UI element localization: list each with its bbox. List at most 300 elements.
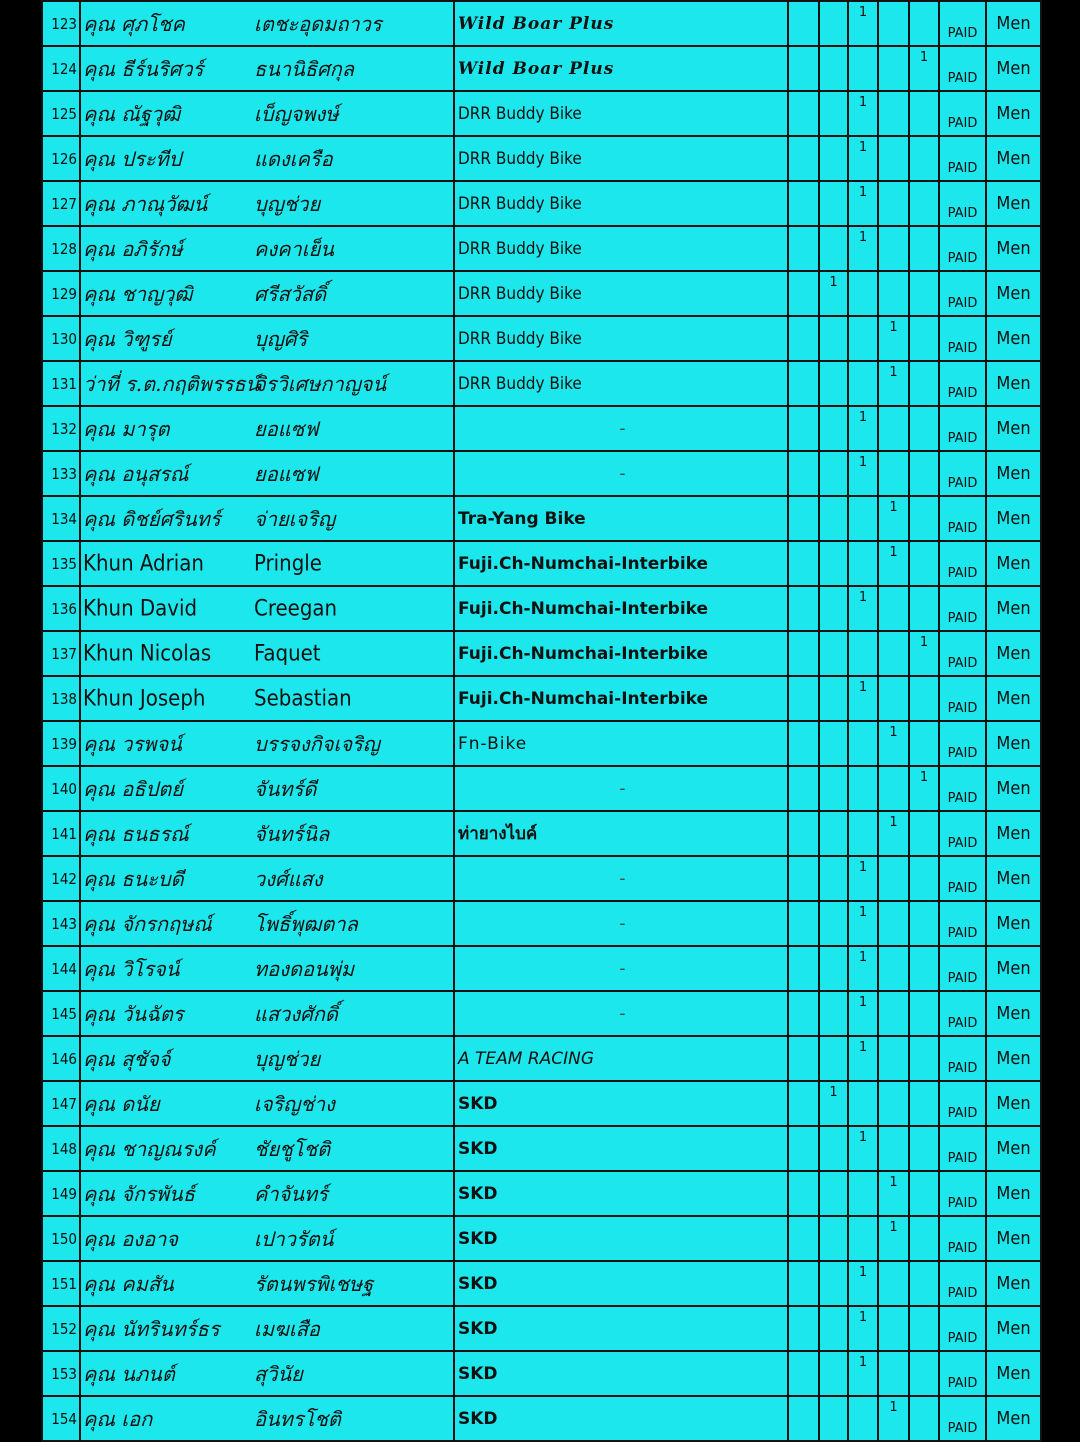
name-cell bbox=[80, 226, 454, 271]
row-number: 150 bbox=[42, 1216, 80, 1261]
category-cell-3: 1 bbox=[848, 1, 878, 46]
category-cell-2 bbox=[819, 181, 848, 226]
category-cell-5 bbox=[909, 361, 939, 406]
category-cell-1 bbox=[788, 91, 819, 136]
category-cell-3 bbox=[848, 1216, 878, 1261]
category-cell-2 bbox=[819, 541, 848, 586]
category-cell-1 bbox=[788, 1261, 819, 1306]
team-name: - bbox=[454, 991, 788, 1036]
category-cell-4 bbox=[878, 991, 909, 1036]
category-cell-5: 1 bbox=[909, 631, 939, 676]
payment-status: PAID bbox=[939, 1216, 986, 1261]
payment-status: PAID bbox=[939, 991, 986, 1036]
name-cell bbox=[80, 721, 454, 766]
last-name: ยอแซฟ bbox=[254, 461, 319, 486]
row-number: 152 bbox=[42, 1306, 80, 1351]
category-cell-4 bbox=[878, 1306, 909, 1351]
category-cell-3: 1 bbox=[848, 1126, 878, 1171]
team-name: DRR Buddy Bike bbox=[454, 136, 788, 181]
category-cell-5 bbox=[909, 271, 939, 316]
first-name: คุณ วรพจน์ bbox=[83, 731, 182, 756]
category-cell-3 bbox=[848, 541, 878, 586]
category-cell-4 bbox=[878, 901, 909, 946]
category-cell-1 bbox=[788, 271, 819, 316]
category-cell-2 bbox=[819, 1351, 848, 1396]
row-number: 146 bbox=[42, 1036, 80, 1081]
category-cell-5 bbox=[909, 991, 939, 1036]
category-cell-1 bbox=[788, 946, 819, 991]
payment-status: PAID bbox=[939, 1171, 986, 1216]
first-name: คุณ อภิรักษ์ bbox=[83, 236, 183, 261]
team-name: Fn-Bike bbox=[454, 721, 788, 766]
category-cell-5 bbox=[909, 316, 939, 361]
category-cell-5 bbox=[909, 856, 939, 901]
category-cell-5 bbox=[909, 91, 939, 136]
category-cell-5 bbox=[909, 541, 939, 586]
team-name: SKD bbox=[454, 1306, 788, 1351]
category-cell-2 bbox=[819, 991, 848, 1036]
gender-cell: Men bbox=[986, 991, 1041, 1036]
category-cell-3: 1 bbox=[848, 856, 878, 901]
table-row bbox=[42, 181, 1041, 226]
payment-status: PAID bbox=[939, 811, 986, 856]
team-name: Fuji.Ch-Numchai-Interbike bbox=[454, 631, 788, 676]
last-name: ธนานิธิศกุล bbox=[254, 56, 355, 81]
team-name: Fuji.Ch-Numchai-Interbike bbox=[454, 586, 788, 631]
first-name: คุณ สุชัจจ์ bbox=[83, 1046, 171, 1071]
table-row bbox=[42, 946, 1041, 991]
category-cell-3: 1 bbox=[848, 1036, 878, 1081]
gender-cell: Men bbox=[986, 766, 1041, 811]
last-name: จ่ายเจริญ bbox=[254, 506, 336, 531]
table-row bbox=[42, 1396, 1041, 1441]
category-cell-4 bbox=[878, 1036, 909, 1081]
table-row bbox=[42, 1306, 1041, 1351]
category-cell-1 bbox=[788, 811, 819, 856]
category-cell-2 bbox=[819, 46, 848, 91]
team-name: SKD bbox=[454, 1351, 788, 1396]
category-cell-4 bbox=[878, 451, 909, 496]
payment-status: PAID bbox=[939, 901, 986, 946]
team-name: SKD bbox=[454, 1081, 788, 1126]
category-cell-1 bbox=[788, 1306, 819, 1351]
last-name: ศรีสวัสดิ์ bbox=[254, 281, 327, 306]
name-cell bbox=[80, 1261, 454, 1306]
name-cell bbox=[80, 181, 454, 226]
table-row bbox=[42, 271, 1041, 316]
category-cell-2 bbox=[819, 226, 848, 271]
payment-status: PAID bbox=[939, 1396, 986, 1441]
table-row bbox=[42, 496, 1041, 541]
row-number: 144 bbox=[42, 946, 80, 991]
team-name: Wild Boar Plus bbox=[454, 46, 788, 91]
category-cell-1 bbox=[788, 856, 819, 901]
category-cell-1 bbox=[788, 1036, 819, 1081]
category-cell-2 bbox=[819, 451, 848, 496]
category-cell-4 bbox=[878, 91, 909, 136]
payment-status: PAID bbox=[939, 316, 986, 361]
category-cell-5 bbox=[909, 1171, 939, 1216]
team-name: DRR Buddy Bike bbox=[454, 91, 788, 136]
row-number: 128 bbox=[42, 226, 80, 271]
last-name: บุญศิริ bbox=[254, 326, 308, 351]
category-cell-4 bbox=[878, 1081, 909, 1126]
row-number: 147 bbox=[42, 1081, 80, 1126]
category-cell-4 bbox=[878, 136, 909, 181]
last-name: จันทร์ดี bbox=[254, 776, 317, 801]
category-cell-3 bbox=[848, 1396, 878, 1441]
first-name: คุณ วันฉัตร bbox=[83, 1001, 184, 1026]
name-cell bbox=[80, 1351, 454, 1396]
table-row bbox=[42, 316, 1041, 361]
category-cell-2 bbox=[819, 676, 848, 721]
gender-cell: Men bbox=[986, 316, 1041, 361]
first-name: คุณ จักรพันธ์ bbox=[83, 1181, 195, 1206]
name-cell bbox=[80, 1171, 454, 1216]
gender-cell: Men bbox=[986, 946, 1041, 991]
team-name: SKD bbox=[454, 1171, 788, 1216]
category-cell-2 bbox=[819, 1306, 848, 1351]
gender-cell: Men bbox=[986, 1, 1041, 46]
category-cell-4 bbox=[878, 631, 909, 676]
category-cell-2 bbox=[819, 1261, 848, 1306]
last-name: ชัยชูโชติ bbox=[254, 1136, 331, 1161]
table-row bbox=[42, 586, 1041, 631]
category-cell-1 bbox=[788, 496, 819, 541]
table-row bbox=[42, 451, 1041, 496]
gender-cell: Men bbox=[986, 46, 1041, 91]
first-name: คุณ วิฑูรย์ bbox=[83, 326, 172, 351]
category-cell-2 bbox=[819, 901, 848, 946]
team-name: Tra-Yang Bike bbox=[454, 496, 788, 541]
category-cell-3 bbox=[848, 721, 878, 766]
team-name: Fuji.Ch-Numchai-Interbike bbox=[454, 541, 788, 586]
category-cell-5 bbox=[909, 226, 939, 271]
last-name: ยอแซฟ bbox=[254, 416, 319, 441]
category-cell-5 bbox=[909, 1126, 939, 1171]
name-cell bbox=[80, 46, 454, 91]
category-cell-1 bbox=[788, 1396, 819, 1441]
gender-cell: Men bbox=[986, 631, 1041, 676]
gender-cell: Men bbox=[986, 901, 1041, 946]
last-name: เบ็ญจพงษ์ bbox=[254, 101, 339, 126]
category-cell-2 bbox=[819, 496, 848, 541]
table-row bbox=[42, 1126, 1041, 1171]
last-name: เจริญช่าง bbox=[254, 1091, 335, 1116]
name-cell bbox=[80, 316, 454, 361]
last-name: Pringle bbox=[254, 551, 322, 576]
category-cell-1 bbox=[788, 1351, 819, 1396]
category-cell-1 bbox=[788, 721, 819, 766]
name-cell bbox=[80, 1036, 454, 1081]
category-cell-3: 1 bbox=[848, 451, 878, 496]
gender-cell: Men bbox=[986, 226, 1041, 271]
name-cell bbox=[80, 946, 454, 991]
team-name: ท่ายางไบค์ bbox=[454, 811, 788, 856]
team-name: DRR Buddy Bike bbox=[454, 271, 788, 316]
first-name: Khun Nicolas bbox=[83, 641, 212, 666]
team-name: SKD bbox=[454, 1261, 788, 1306]
category-cell-4: 1 bbox=[878, 811, 909, 856]
category-cell-1 bbox=[788, 226, 819, 271]
first-name: Khun Adrian bbox=[83, 551, 204, 576]
table-row bbox=[42, 991, 1041, 1036]
category-cell-4: 1 bbox=[878, 361, 909, 406]
first-name: Khun David bbox=[83, 596, 198, 621]
category-cell-3: 1 bbox=[848, 136, 878, 181]
last-name: บรรจงกิจเจริญ bbox=[254, 731, 380, 756]
name-cell bbox=[80, 766, 454, 811]
category-cell-2 bbox=[819, 1126, 848, 1171]
category-cell-2 bbox=[819, 631, 848, 676]
payment-status: PAID bbox=[939, 46, 986, 91]
category-cell-3: 1 bbox=[848, 181, 878, 226]
category-cell-4 bbox=[878, 586, 909, 631]
team-name: DRR Buddy Bike bbox=[454, 361, 788, 406]
category-cell-1 bbox=[788, 406, 819, 451]
gender-cell: Men bbox=[986, 721, 1041, 766]
last-name: คงคาเย็น bbox=[254, 236, 334, 261]
payment-status: PAID bbox=[939, 406, 986, 451]
category-cell-5: 1 bbox=[909, 46, 939, 91]
gender-cell: Men bbox=[986, 1351, 1041, 1396]
category-cell-5 bbox=[909, 1261, 939, 1306]
payment-status: PAID bbox=[939, 451, 986, 496]
row-number: 134 bbox=[42, 496, 80, 541]
payment-status: PAID bbox=[939, 1306, 986, 1351]
table-row bbox=[42, 1081, 1041, 1126]
category-cell-5 bbox=[909, 1396, 939, 1441]
payment-status: PAID bbox=[939, 1, 986, 46]
category-cell-5 bbox=[909, 1216, 939, 1261]
category-cell-1 bbox=[788, 1171, 819, 1216]
category-cell-4: 1 bbox=[878, 1171, 909, 1216]
last-name: บุญช่วย bbox=[254, 191, 321, 216]
category-cell-2 bbox=[819, 1216, 848, 1261]
row-number: 140 bbox=[42, 766, 80, 811]
first-name: คุณ อธิปตย์ bbox=[83, 776, 183, 801]
team-name: Wild Boar Plus bbox=[454, 1, 788, 46]
name-cell bbox=[80, 901, 454, 946]
category-cell-3 bbox=[848, 766, 878, 811]
category-cell-5 bbox=[909, 406, 939, 451]
row-number: 142 bbox=[42, 856, 80, 901]
category-cell-2 bbox=[819, 1, 848, 46]
gender-cell: Men bbox=[986, 1126, 1041, 1171]
category-cell-1 bbox=[788, 451, 819, 496]
first-name: คุณ มารุต bbox=[83, 416, 170, 441]
category-cell-4 bbox=[878, 1126, 909, 1171]
category-cell-2 bbox=[819, 766, 848, 811]
category-cell-3: 1 bbox=[848, 226, 878, 271]
gender-cell: Men bbox=[986, 496, 1041, 541]
payment-status: PAID bbox=[939, 1126, 986, 1171]
category-cell-4 bbox=[878, 46, 909, 91]
gender-cell: Men bbox=[986, 181, 1041, 226]
category-cell-2 bbox=[819, 946, 848, 991]
team-name: SKD bbox=[454, 1126, 788, 1171]
row-number: 127 bbox=[42, 181, 80, 226]
registration-table bbox=[41, 0, 1042, 1442]
row-number: 136 bbox=[42, 586, 80, 631]
gender-cell: Men bbox=[986, 91, 1041, 136]
last-name: คำจันทร์ bbox=[254, 1181, 328, 1206]
category-cell-5: 1 bbox=[909, 766, 939, 811]
category-cell-5 bbox=[909, 496, 939, 541]
row-number: 143 bbox=[42, 901, 80, 946]
name-cell bbox=[80, 496, 454, 541]
category-cell-3: 1 bbox=[848, 1351, 878, 1396]
category-cell-5 bbox=[909, 586, 939, 631]
first-name: คุณ นภนต์ bbox=[83, 1361, 175, 1386]
last-name: Faquet bbox=[254, 641, 321, 666]
first-name: คุณ ชาญณรงค์ bbox=[83, 1136, 216, 1161]
category-cell-4 bbox=[878, 271, 909, 316]
payment-status: PAID bbox=[939, 1351, 986, 1396]
table-row bbox=[42, 721, 1041, 766]
category-cell-2 bbox=[819, 856, 848, 901]
row-number: 145 bbox=[42, 991, 80, 1036]
name-cell bbox=[80, 91, 454, 136]
table-row bbox=[42, 1351, 1041, 1396]
table-row bbox=[42, 1216, 1041, 1261]
table-row bbox=[42, 1261, 1041, 1306]
category-cell-3: 1 bbox=[848, 91, 878, 136]
category-cell-2: 1 bbox=[819, 1081, 848, 1126]
gender-cell: Men bbox=[986, 271, 1041, 316]
category-cell-4 bbox=[878, 181, 909, 226]
category-cell-2 bbox=[819, 1171, 848, 1216]
gender-cell: Men bbox=[986, 1081, 1041, 1126]
first-name: ว่าที่ ร.ต.กฤติพรรธน์ bbox=[83, 371, 260, 396]
table-row bbox=[42, 856, 1041, 901]
payment-status: PAID bbox=[939, 631, 986, 676]
category-cell-2 bbox=[819, 721, 848, 766]
category-cell-5 bbox=[909, 181, 939, 226]
gender-cell: Men bbox=[986, 1396, 1041, 1441]
category-cell-1 bbox=[788, 586, 819, 631]
category-cell-4 bbox=[878, 1, 909, 46]
row-number: 139 bbox=[42, 721, 80, 766]
table-row bbox=[42, 766, 1041, 811]
name-cell bbox=[80, 991, 454, 1036]
gender-cell: Men bbox=[986, 1036, 1041, 1081]
category-cell-4: 1 bbox=[878, 1396, 909, 1441]
category-cell-3: 1 bbox=[848, 946, 878, 991]
category-cell-5 bbox=[909, 451, 939, 496]
last-name: Creegan bbox=[254, 596, 338, 621]
gender-cell: Men bbox=[986, 406, 1041, 451]
payment-status: PAID bbox=[939, 766, 986, 811]
row-number: 130 bbox=[42, 316, 80, 361]
row-number: 132 bbox=[42, 406, 80, 451]
category-cell-3 bbox=[848, 496, 878, 541]
category-cell-5 bbox=[909, 1036, 939, 1081]
category-cell-3 bbox=[848, 271, 878, 316]
payment-status: PAID bbox=[939, 226, 986, 271]
row-number: 154 bbox=[42, 1396, 80, 1441]
name-cell bbox=[80, 451, 454, 496]
payment-status: PAID bbox=[939, 1261, 986, 1306]
table-row bbox=[42, 1, 1041, 46]
first-name: คุณ ดิชย์ศรินทร์ bbox=[83, 506, 221, 531]
table-row bbox=[42, 91, 1041, 136]
category-cell-3: 1 bbox=[848, 991, 878, 1036]
table-row bbox=[42, 541, 1041, 586]
category-cell-3 bbox=[848, 1081, 878, 1126]
gender-cell: Men bbox=[986, 586, 1041, 631]
name-cell bbox=[80, 586, 454, 631]
payment-status: PAID bbox=[939, 1081, 986, 1126]
payment-status: PAID bbox=[939, 676, 986, 721]
payment-status: PAID bbox=[939, 496, 986, 541]
category-cell-1 bbox=[788, 676, 819, 721]
name-cell bbox=[80, 1126, 454, 1171]
table-row bbox=[42, 136, 1041, 181]
row-number: 129 bbox=[42, 271, 80, 316]
payment-status: PAID bbox=[939, 541, 986, 586]
category-cell-4 bbox=[878, 1261, 909, 1306]
row-number: 125 bbox=[42, 91, 80, 136]
team-name: - bbox=[454, 856, 788, 901]
last-name: Sebastian bbox=[254, 686, 352, 711]
name-cell bbox=[80, 856, 454, 901]
row-number: 148 bbox=[42, 1126, 80, 1171]
category-cell-2 bbox=[819, 136, 848, 181]
payment-status: PAID bbox=[939, 361, 986, 406]
last-name: แดงเครือ bbox=[254, 146, 333, 171]
category-cell-4: 1 bbox=[878, 496, 909, 541]
name-cell bbox=[80, 631, 454, 676]
name-cell bbox=[80, 1396, 454, 1441]
category-cell-1 bbox=[788, 991, 819, 1036]
category-cell-1 bbox=[788, 361, 819, 406]
row-number: 141 bbox=[42, 811, 80, 856]
team-name: Fuji.Ch-Numchai-Interbike bbox=[454, 676, 788, 721]
gender-cell: Men bbox=[986, 856, 1041, 901]
name-cell bbox=[80, 1081, 454, 1126]
table-row bbox=[42, 1036, 1041, 1081]
gender-cell: Men bbox=[986, 811, 1041, 856]
team-name: SKD bbox=[454, 1396, 788, 1441]
first-name: คุณ จักรกฤษณ์ bbox=[83, 911, 212, 936]
first-name: คุณ ดนัย bbox=[83, 1091, 160, 1116]
team-name: - bbox=[454, 901, 788, 946]
first-name: คุณ ศุภโชค bbox=[83, 11, 185, 36]
first-name: คุณ ชาญวุฒิ bbox=[83, 281, 193, 306]
name-cell bbox=[80, 676, 454, 721]
name-cell bbox=[80, 271, 454, 316]
category-cell-2 bbox=[819, 1036, 848, 1081]
category-cell-5 bbox=[909, 1306, 939, 1351]
last-name: สุวินัย bbox=[254, 1361, 303, 1386]
category-cell-1 bbox=[788, 1216, 819, 1261]
first-name: คุณ วิโรจน์ bbox=[83, 956, 180, 981]
name-cell bbox=[80, 1216, 454, 1261]
category-cell-4 bbox=[878, 946, 909, 991]
name-cell bbox=[80, 136, 454, 181]
category-cell-2 bbox=[819, 1396, 848, 1441]
first-name: คุณ เอก bbox=[83, 1406, 153, 1431]
first-name: คุณ ภาณุวัฒน์ bbox=[83, 191, 208, 216]
first-name: Khun Joseph bbox=[83, 686, 206, 711]
name-cell bbox=[80, 1306, 454, 1351]
payment-status: PAID bbox=[939, 946, 986, 991]
payment-status: PAID bbox=[939, 1036, 986, 1081]
category-cell-1 bbox=[788, 631, 819, 676]
category-cell-1 bbox=[788, 136, 819, 181]
gender-cell: Men bbox=[986, 1216, 1041, 1261]
